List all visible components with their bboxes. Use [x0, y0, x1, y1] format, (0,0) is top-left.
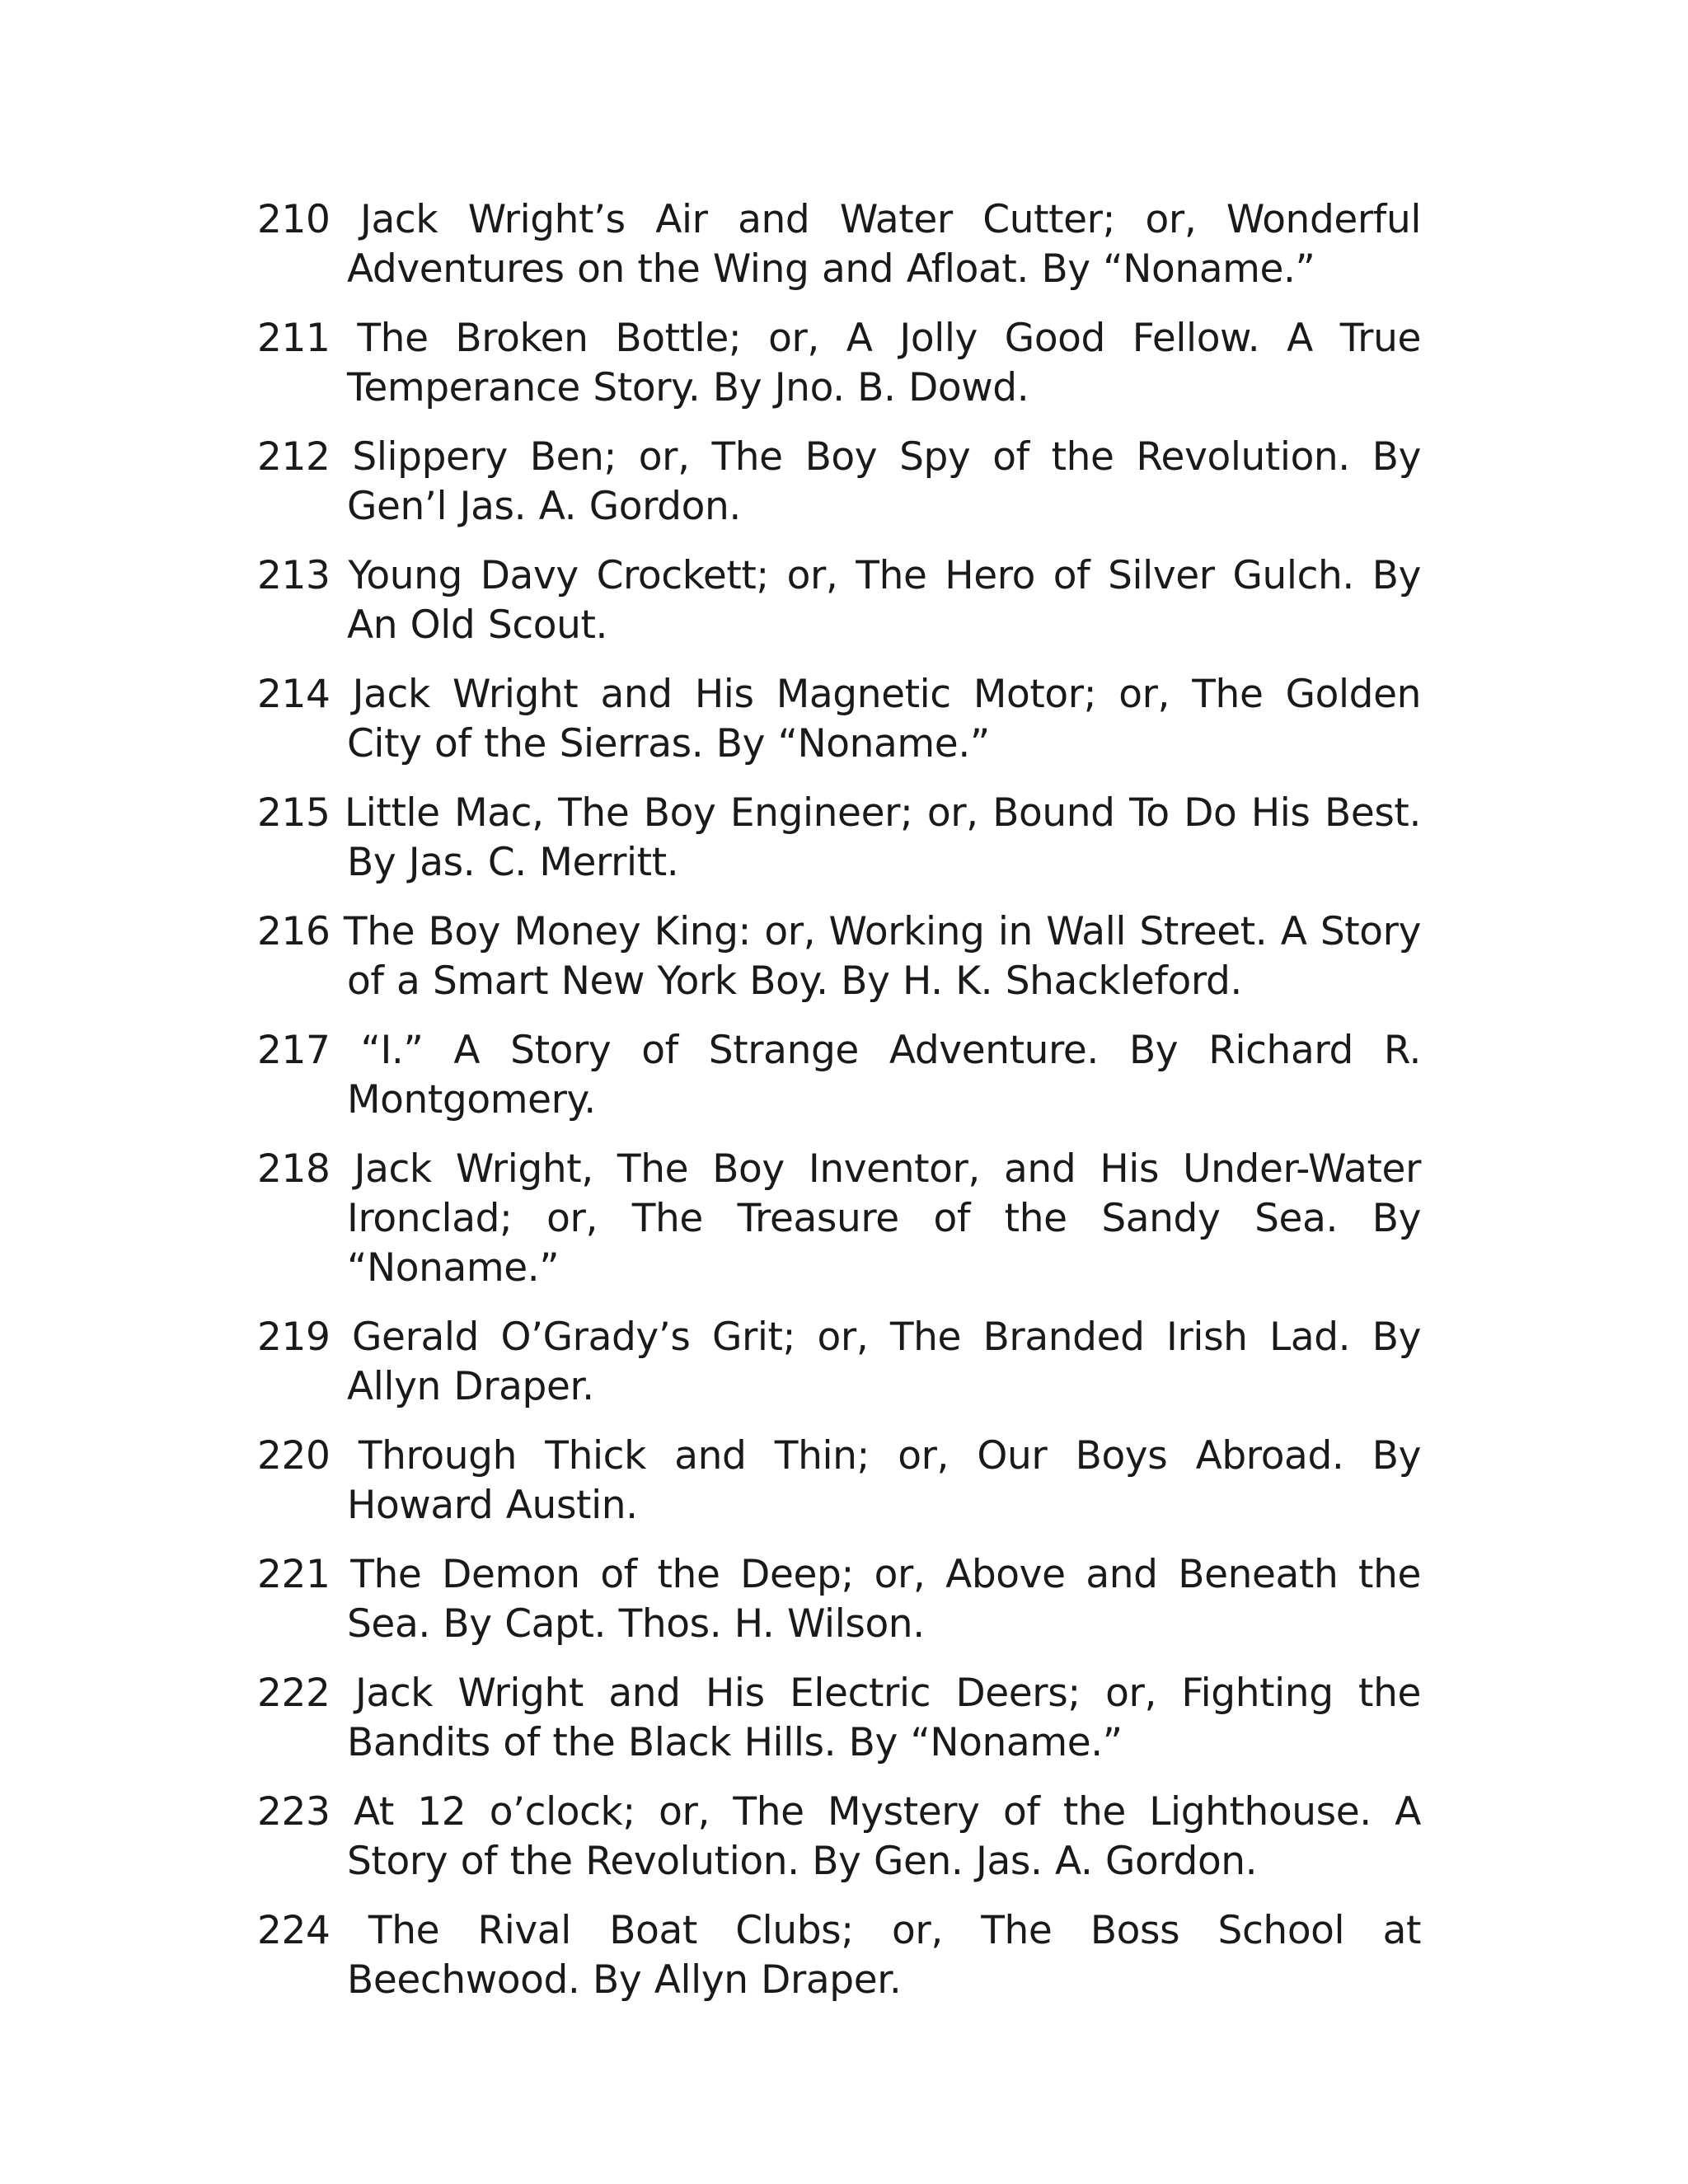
entry-number: 217 [257, 1028, 331, 1073]
list-item [257, 907, 1421, 1006]
entry-number: 221 [257, 1552, 331, 1597]
entry-text: Jack Wright, The Boy Inventor, and His Under-Water Ironclad; or, The Treasure of the Sandy Sea. By “Noname.” [347, 1146, 1421, 1291]
entry-number: 215 [257, 790, 331, 836]
entry-number: 213 [257, 553, 331, 598]
entry-number: 219 [257, 1315, 331, 1360]
list-item [257, 195, 1421, 294]
entry-text: Little Mac, The Boy Engineer; or, Bound To Do His Best. By Jas. C. Merritt. [344, 790, 1421, 885]
entry-text: “I.” A Story of Strange Adventure. By Richard R. Montgomery. [347, 1028, 1421, 1122]
entry-number: 218 [257, 1146, 331, 1192]
entry-number: 210 [257, 197, 331, 242]
list-item [257, 314, 1421, 413]
entry-text: The Boy Money King: or, Working in Wall Street. A Story of a Smart New York Boy. By H. K. Shackleford. [343, 909, 1421, 1004]
list-item [257, 1313, 1421, 1412]
entry-text: The Demon of the Deep; or, Above and Beneath the Sea. By Capt. Thos. H. Wilson. [347, 1552, 1421, 1647]
entry-text: Gerald O’Grady’s Grit; or, The Branded Irish Lad. By Allyn Draper. [347, 1315, 1421, 1409]
entry-number: 223 [257, 1789, 331, 1835]
entry-text: The Broken Bottle; or, A Jolly Good Fellow. A True Temperance Story. By Jno. B. Dowd. [347, 316, 1422, 410]
list-item [257, 1550, 1421, 1649]
entry-number: 216 [257, 909, 331, 954]
list-item [257, 1432, 1421, 1530]
entry-text: Jack Wright and His Electric Deers; or, Fighting the Bandits of the Black Hills. By “Noname.” [347, 1671, 1421, 1765]
entry-text: Through Thick and Thin; or, Our Boys Abroad. By Howard Austin. [347, 1433, 1422, 1528]
list-item [257, 1026, 1421, 1125]
entry-number: 211 [257, 316, 331, 361]
entry-number: 214 [257, 672, 331, 717]
list-item [257, 1669, 1421, 1768]
entry-text: At 12 o’clock; or, The Mystery of the Lighthouse. A Story of the Revolution. By Gen. Jas. A. Gordon. [347, 1789, 1421, 1884]
list-item [257, 1906, 1421, 2005]
entry-text: Young Davy Crockett; or, The Hero of Silver Gulch. By An Old Scout. [347, 553, 1421, 648]
entry-number: 224 [257, 1908, 331, 1953]
entry-number: 222 [257, 1671, 331, 1716]
entry-text: The Rival Boat Clubs; or, The Boss School at Beechwood. By Allyn Draper. [347, 1908, 1421, 2003]
list-item [257, 551, 1421, 650]
entry-text: Jack Wright and His Magnetic Motor; or, The Golden City of the Sierras. By “Noname.” [347, 672, 1421, 766]
list-item [257, 1788, 1421, 1886]
list-item [257, 1145, 1421, 1293]
list-item [257, 670, 1421, 769]
catalog-list [257, 195, 1421, 2025]
entry-text: Jack Wright’s Air and Water Cutter; or, Wonderful Adventures on the Wing and Afloat. By “Noname.” [347, 197, 1422, 292]
list-item [257, 433, 1421, 532]
entry-number: 212 [257, 434, 331, 480]
entry-text: Slippery Ben; or, The Boy Spy of the Revolution. By Gen’l Jas. A. Gordon. [347, 434, 1421, 529]
list-item [257, 789, 1421, 888]
entry-number: 220 [257, 1433, 331, 1479]
